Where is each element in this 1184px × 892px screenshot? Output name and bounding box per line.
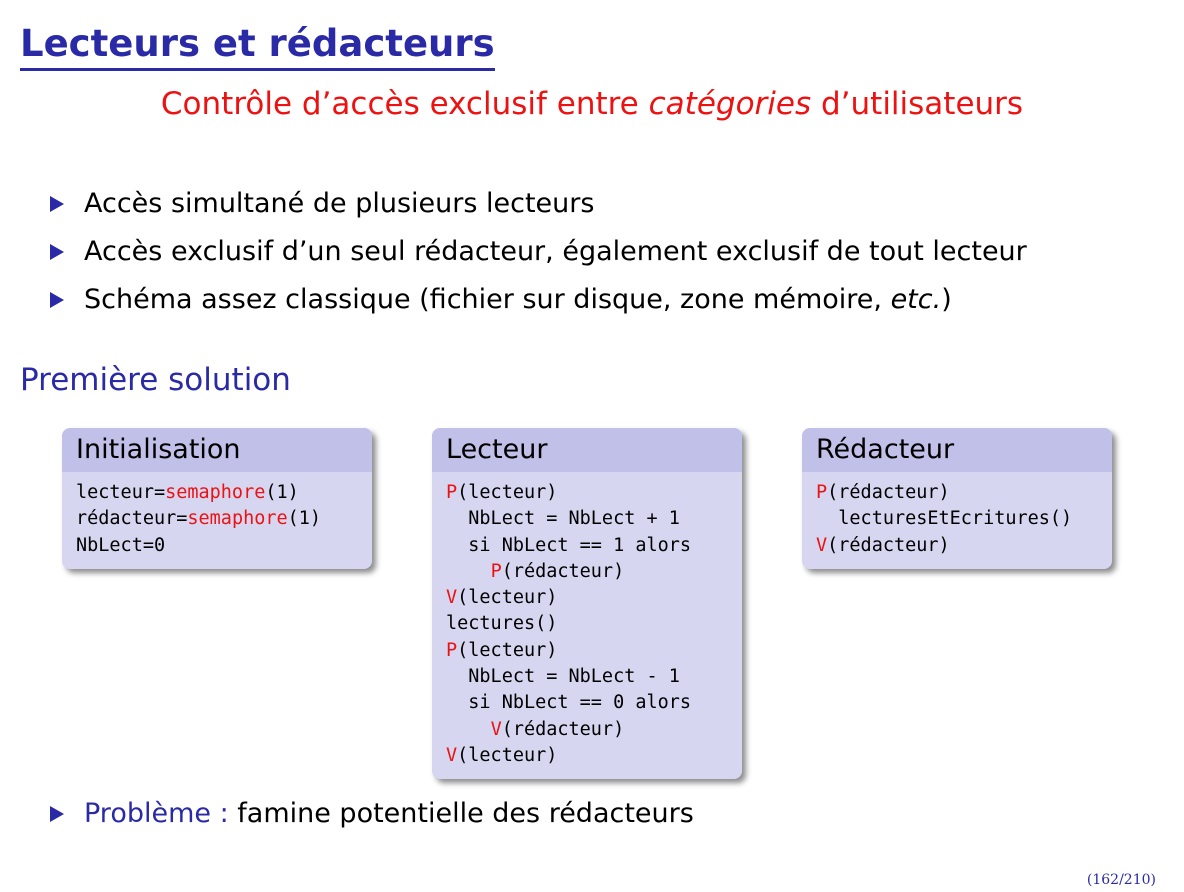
section-title: Première solution (20, 362, 291, 398)
bullet-text-end: ) (941, 284, 952, 315)
bullet-text (84, 790, 694, 838)
bullet-list (50, 180, 1027, 324)
code-text: (rédacteur) (501, 560, 625, 582)
block-title: Initialisation (62, 428, 372, 472)
code-line (446, 638, 728, 664)
code-line (446, 690, 728, 716)
code-keyword: P (816, 482, 828, 503)
block-initialisation (62, 428, 372, 569)
code-block (62, 472, 372, 569)
bullet-item (50, 228, 1027, 276)
code-block (432, 472, 742, 779)
bullet-text-emphasis: etc. (890, 284, 942, 315)
code-line (446, 717, 728, 743)
code-line (446, 585, 728, 611)
code-text: rédacteur= (76, 508, 188, 530)
code-text: (lecteur) (457, 639, 558, 661)
bullet-triangle-icon (50, 196, 64, 212)
code-line (446, 559, 728, 585)
code-line (76, 506, 358, 532)
code-keyword: P (446, 482, 458, 503)
code-line (446, 743, 728, 769)
code-text: (rédacteur) (827, 482, 950, 503)
code-line (76, 533, 358, 559)
code-line (76, 480, 358, 506)
code-line (446, 480, 728, 506)
code-line (816, 480, 1098, 506)
code-line (816, 533, 1098, 559)
code-line (446, 664, 728, 690)
problem-label: Problème : (84, 798, 229, 829)
code-text: (lecteur) (457, 587, 558, 609)
block-title: Rédacteur (802, 428, 1112, 472)
code-text: (rédacteur) (501, 718, 625, 740)
code-text: lectures() (446, 613, 558, 635)
code-text: lecteur= (76, 482, 166, 503)
code-text (446, 561, 491, 582)
code-line (446, 533, 728, 559)
code-text: NbLect = NbLect - 1 (446, 666, 680, 688)
code-text: (lecteur) (457, 744, 558, 766)
code-text: (lecteur) (457, 482, 558, 503)
block-redacteur (802, 428, 1112, 569)
bullet-text: Accès simultané de plusieurs lecteurs (84, 188, 595, 219)
code-line (446, 611, 728, 637)
bullet-text-part: Schéma assez classique (fichier sur disque, zone mémoire, (84, 284, 891, 315)
code-keyword: semaphore (187, 508, 288, 530)
block-lecteur (432, 428, 742, 779)
code-text: (1) (265, 482, 299, 503)
code-keyword: P (490, 560, 502, 582)
bullet-item (50, 180, 1027, 228)
bullet-item (50, 276, 1027, 324)
problem-text: famine potentielle des rédacteurs (228, 798, 694, 829)
subtitle-text: Contrôle d’accès exclusif entre (160, 86, 649, 122)
code-line (446, 506, 728, 532)
code-keyword: V (446, 587, 458, 609)
code-text: NbLect = NbLect + 1 (446, 508, 680, 530)
subtitle-emphasis: catégories (648, 86, 812, 122)
code-keyword: V (446, 744, 458, 766)
bullet-triangle-icon (50, 244, 64, 260)
code-keyword: semaphore (165, 482, 266, 503)
code-text: si NbLect == 0 alors (446, 692, 692, 714)
subtitle (0, 82, 1184, 126)
page-title: Lecteurs et rédacteurs (20, 22, 495, 71)
code-block (802, 472, 1112, 569)
bullet-text: Accès exclusif d’un seul rédacteur, également exclusif de tout lecteur (84, 236, 1027, 267)
subtitle-text-end: d’utilisateurs (811, 86, 1024, 122)
code-text: (1) (287, 508, 322, 530)
bullet-triangle-icon (50, 806, 64, 822)
code-keyword: V (816, 534, 828, 556)
code-keyword: P (446, 639, 458, 661)
bullet-triangle-icon (50, 292, 64, 308)
code-text: lecturesEtEcritures() (816, 508, 1073, 530)
page-number: (162/210) (1086, 872, 1156, 888)
bullet-text (84, 276, 952, 324)
code-line (816, 506, 1098, 532)
code-text: (rédacteur) (827, 534, 950, 556)
block-title: Lecteur (432, 428, 742, 472)
bullet-item (50, 790, 694, 838)
problem-list (50, 790, 694, 838)
code-keyword: V (490, 718, 502, 740)
code-text: si NbLect == 1 alors (446, 534, 692, 556)
code-text: NbLect=0 (76, 534, 166, 556)
code-text (446, 719, 491, 740)
